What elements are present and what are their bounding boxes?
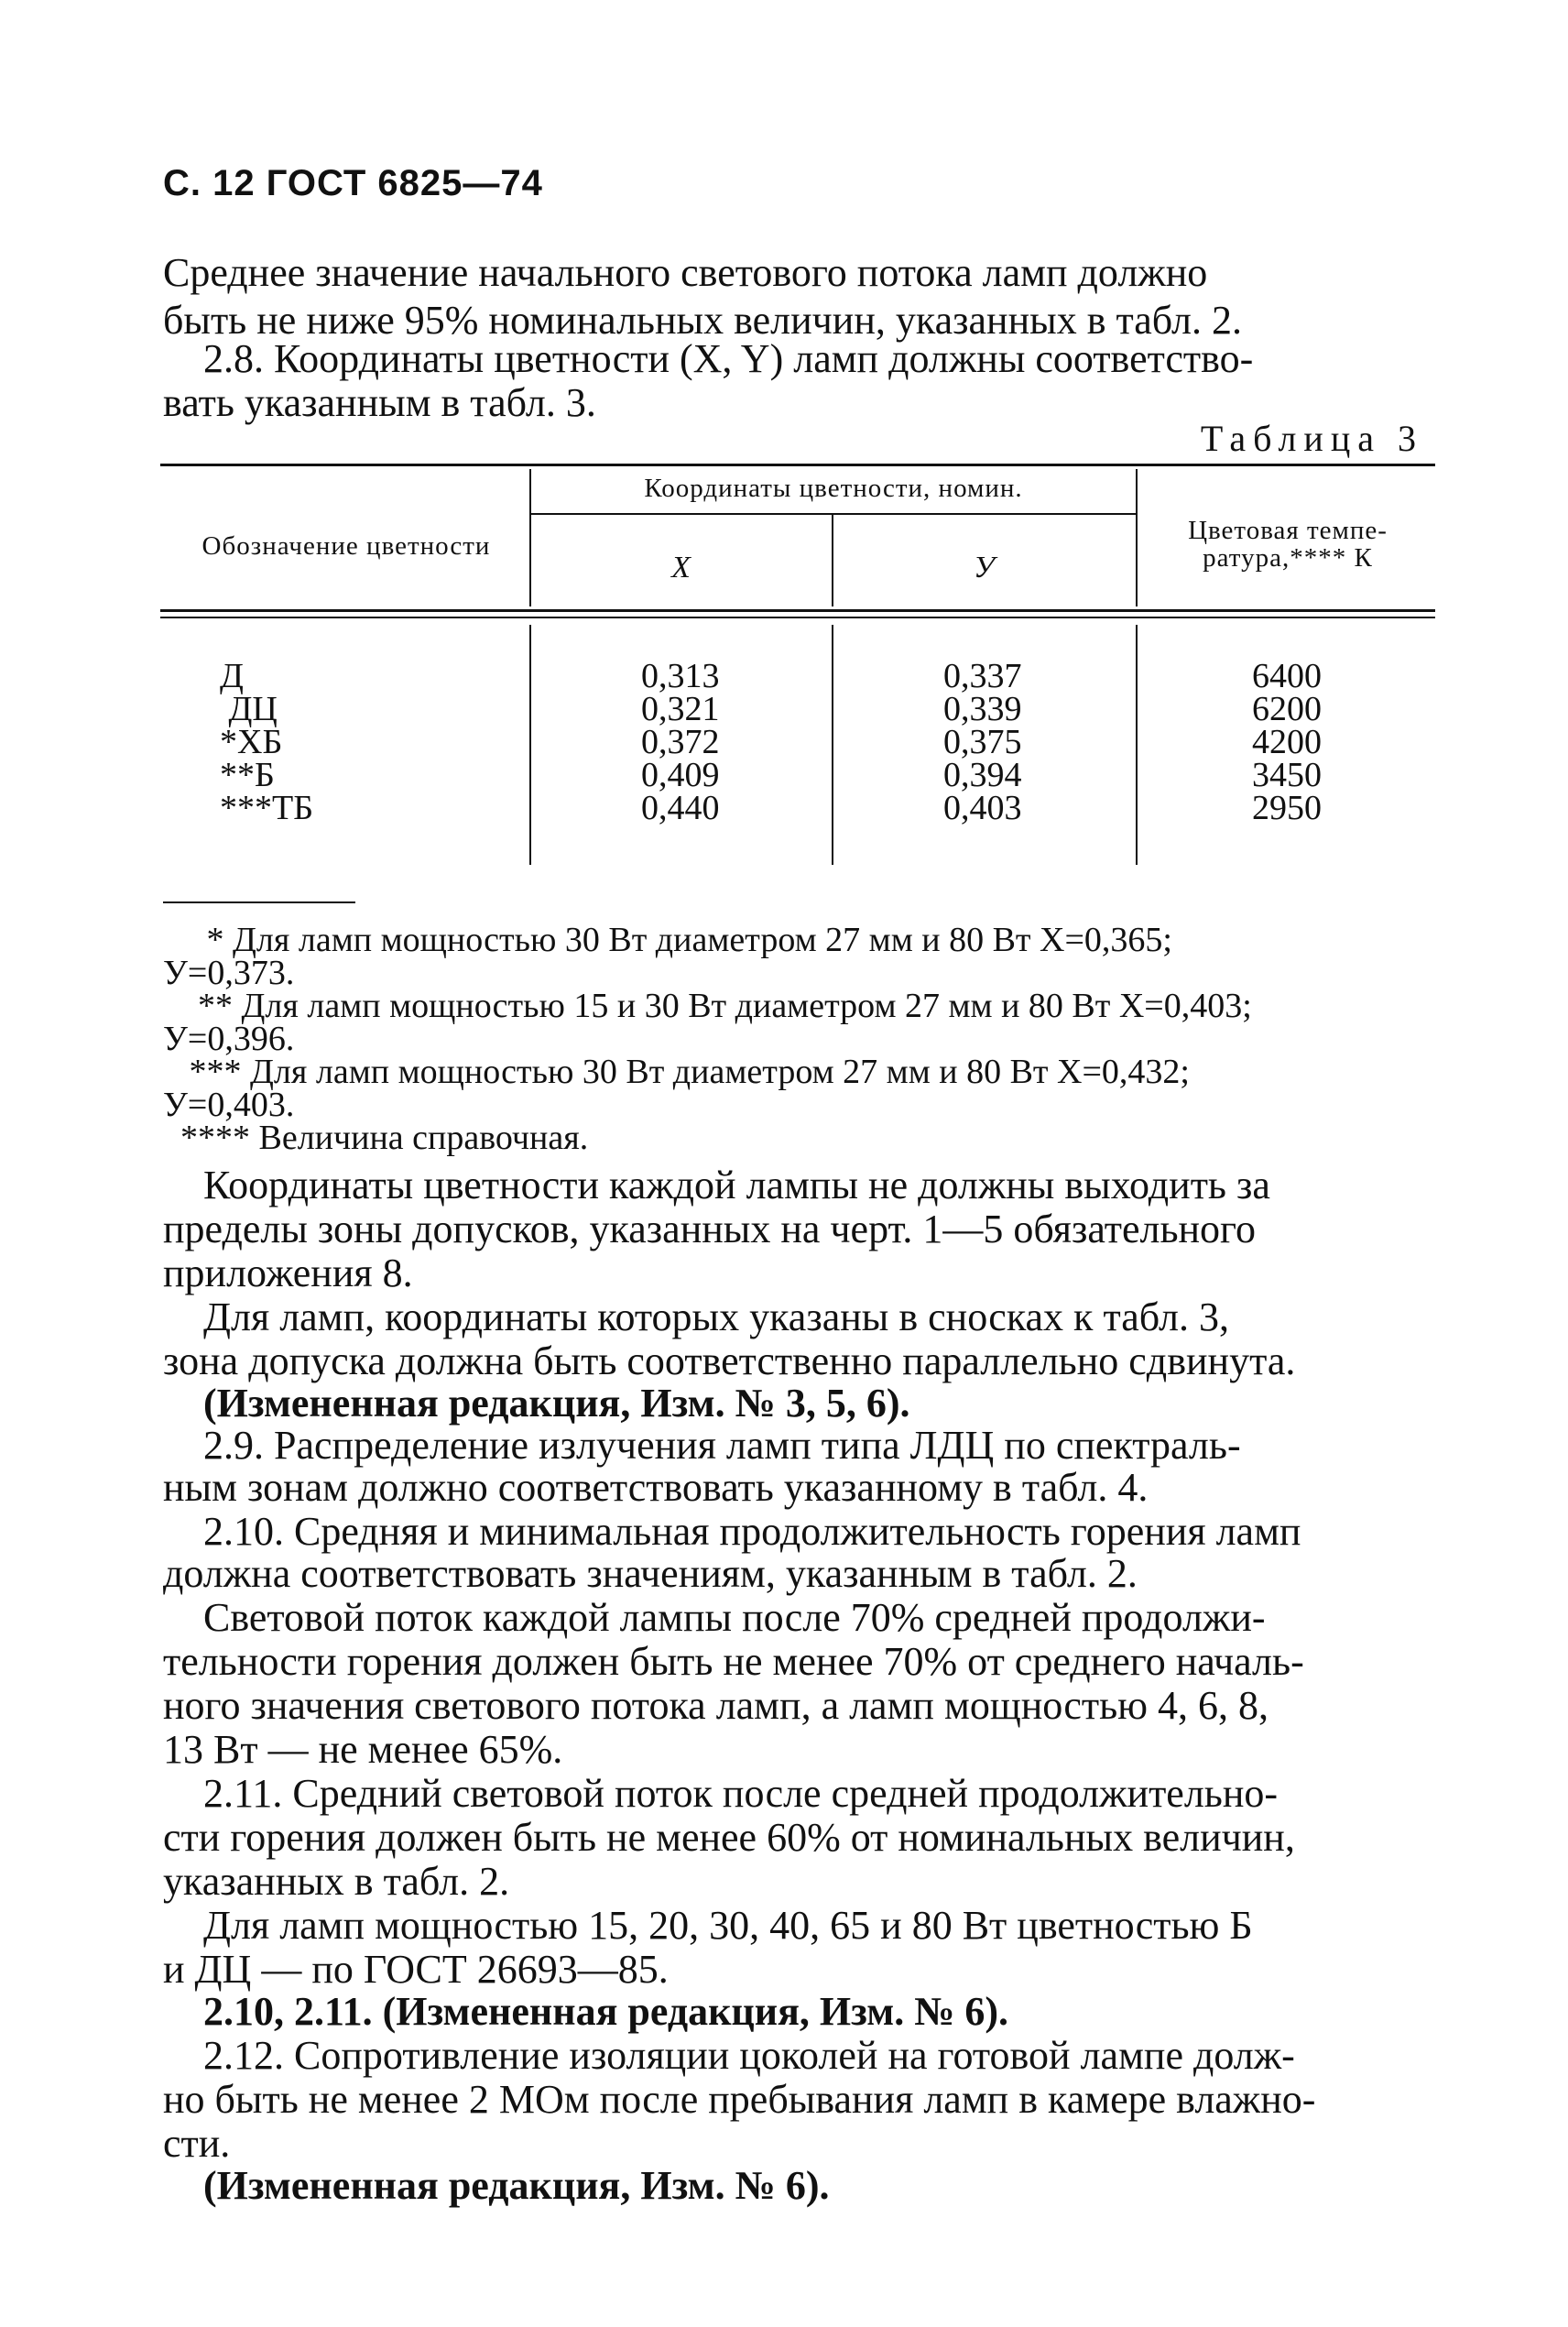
body-line-5: зона допуска должна быть соответственно параллельно сдвинута. [163, 1338, 1296, 1383]
table-body-vline-2 [832, 625, 833, 865]
amendment-note-1: (Измененная редакция, Изм. № 3, 5, 6). [163, 1381, 910, 1426]
header-y: У [974, 551, 996, 584]
page-header: С. 12 ГОСТ 6825—74 [163, 163, 543, 203]
table-label: Таблица 3 [1200, 418, 1423, 459]
body-line-23: сти. [163, 2121, 231, 2166]
footnote-1-cont: У=0,373. [163, 954, 295, 992]
intro-line-1: Среднее значение начального светового потока ламп должно [163, 250, 1208, 295]
body-line-15: 2.11. Средний световой поток после средней продолжительно- [163, 1771, 1279, 1816]
intro-line-3: 2.8. Координаты цветности (X, Y) ламп должны соответство- [163, 336, 1254, 381]
body-line-21: 2.12. Сопротивление изоляции цоколей на готовой лампе долж- [163, 2033, 1295, 2078]
body-line-11: Световой поток каждой лампы после 70% средней продолжи- [163, 1595, 1266, 1640]
temps-column: 6400 6200 4200 3450 2950 [1252, 657, 1322, 827]
intro-line-4: вать указанным в табл. 3. [163, 380, 596, 425]
footnote-2-cont: У=0,396. [163, 1020, 295, 1058]
designations-column: Д ДЦ *ХБ **Б ***ТБ [220, 657, 314, 827]
body-line-2: пределы зоны допусков, указанных на черт. 1—5 обязательного [163, 1207, 1257, 1251]
body-line-4: Для ламп, координаты которых указаны в сносках к табл. 3, [163, 1295, 1229, 1339]
header-coords: Координаты цветности, номин. [644, 474, 1023, 503]
body-line-1: Координаты цветности каждой лампы не должны выходить за [163, 1163, 1270, 1207]
table-header-rule-2 [160, 617, 1435, 618]
header-temp-1: Цветовая темпе- [1188, 516, 1388, 545]
amendment-note-3: (Измененная редакция, Изм. № 6). [163, 2163, 830, 2208]
body-line-13: ного значения светового потока ламп, а ламп мощностью 4, 6, 8, [163, 1683, 1269, 1728]
amendment-note-2: 2.10, 2.11. (Измененная редакция, Изм. № 6). [163, 1989, 1009, 2034]
body-line-7: 2.9. Распределение излучения ламп типа ЛДЦ по спектраль- [163, 1423, 1241, 1468]
table-body-vline-1 [529, 625, 531, 865]
footnote-rule [163, 901, 355, 903]
table-coords-rule [531, 513, 1136, 515]
table-body-vline-3 [1136, 625, 1138, 865]
body-line-3: приложения 8. [163, 1251, 413, 1295]
header-designation: Обозначение цветности [201, 531, 491, 561]
body-line-18: Для ламп мощностью 15, 20, 30, 40, 65 и 80 Вт цветностью Б [163, 1903, 1253, 1948]
footnote-2: ** Для ламп мощностью 15 и 30 Вт диаметром 27 мм и 80 Вт X=0,403; [163, 987, 1252, 1025]
y-values-column: 0,337 0,339 0,375 0,394 0,403 [943, 657, 1022, 827]
body-line-14: 13 Вт — не менее 65%. [163, 1727, 563, 1772]
body-line-8: ным зонам должно соответствовать указанному в табл. 4. [163, 1465, 1149, 1510]
footnote-1: * Для ламп мощностью 30 Вт диаметром 27 мм и 80 Вт X=0,365; [163, 921, 1172, 959]
intro-line-2: быть не ниже 95% номинальных величин, указанных в табл. 2. [163, 298, 1243, 343]
header-temp-2: ратура,**** К [1203, 543, 1373, 573]
body-line-16: сти горения должен быть не менее 60% от номинальных величин, [163, 1815, 1295, 1860]
header-x: X [671, 551, 691, 584]
footnote-3: *** Для ламп мощностью 30 Вт диаметром 27 мм и 80 Вт X=0,432; [163, 1053, 1190, 1091]
table-top-rule [160, 464, 1435, 466]
body-line-19: и ДЦ — по ГОСТ 26693—85. [163, 1947, 669, 1992]
body-line-10: должна соответствовать значениям, указанным в табл. 2. [163, 1551, 1138, 1596]
body-line-17: указанных в табл. 2. [163, 1859, 510, 1904]
footnote-3-cont: У=0,403. [163, 1086, 295, 1124]
table-header-rule-1 [160, 609, 1435, 612]
body-line-9: 2.10. Средняя и минимальная продолжительность горения ламп [163, 1509, 1301, 1554]
body-line-12: тельности горения должен быть не менее 70% от среднего началь- [163, 1639, 1304, 1684]
body-line-22: но быть не менее 2 МОм после пребывания ламп в камере влажно- [163, 2077, 1316, 2122]
x-values-column: 0,313 0,321 0,372 0,409 0,440 [641, 657, 720, 827]
footnote-4: **** Величина справочная. [163, 1119, 589, 1157]
